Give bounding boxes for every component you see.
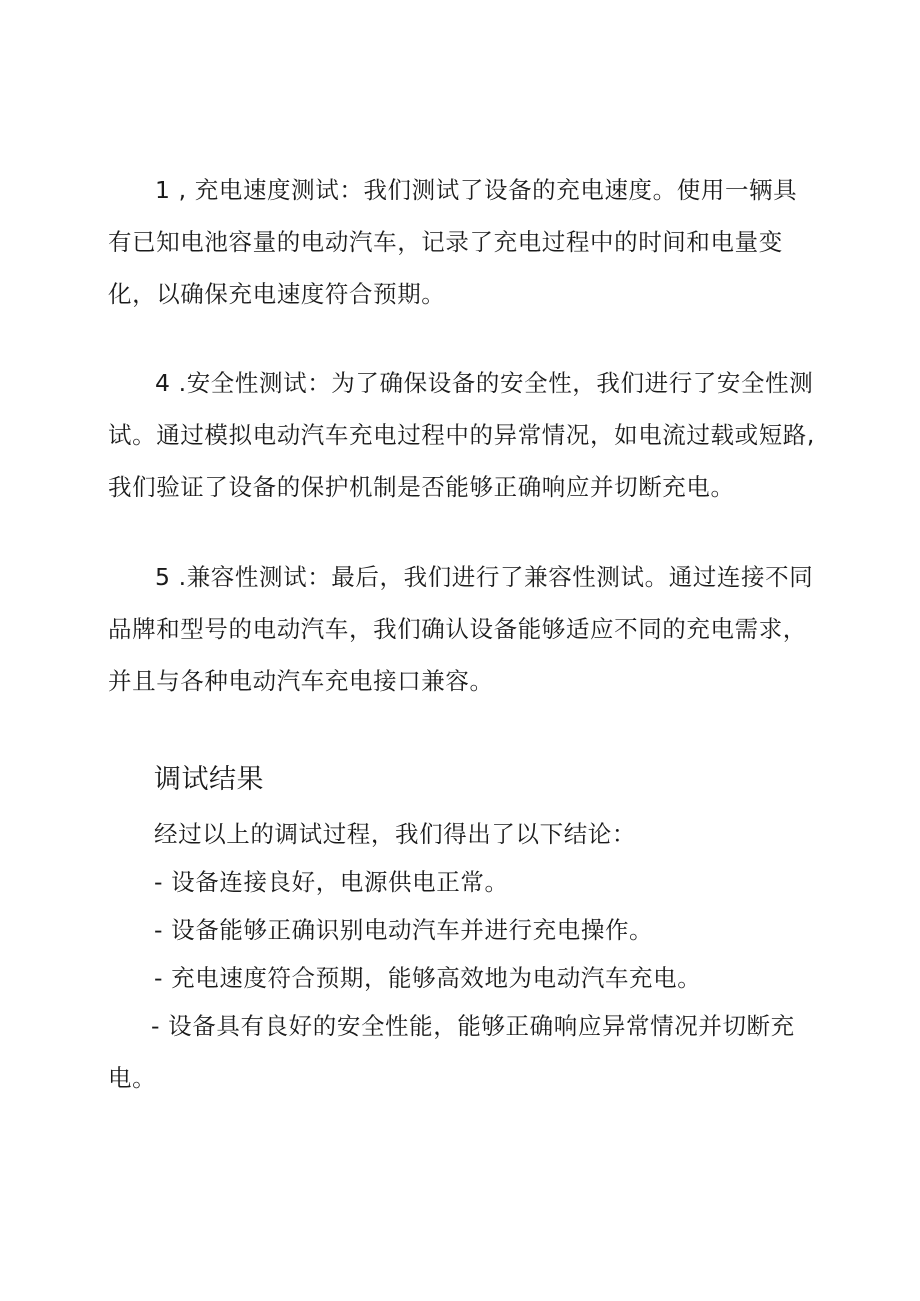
result-bullet: - 充电速度符合预期，能够高效地为电动汽车充电。 (154, 964, 702, 992)
section-heading-results: 调试结果 (154, 764, 264, 795)
result-bullet: - 设备具有良好的安全性能，能够正确响应异常情况并切断充电。 (108, 1012, 795, 1092)
result-bullet: - 设备连接良好，电源供电正常。 (154, 868, 509, 896)
result-bullet: - 设备能够正确识别电动汽车并进行充电操作。 (154, 916, 654, 944)
paragraph-charging-speed-test: 1 , 充电速度测试：我们测试了设备的充电速度。使用一辆具有已知电池容量的电动汽车，记录了充电过程中的时间和电量变化，以确保充电速度符合预期。 (108, 176, 798, 308)
paragraph-safety-test: 4 .安全性测试：为了确保设备的安全性，我们进行了安全性测试。通过模拟电动汽车充电过程中的异常情况，如电流过载或短路, 我们验证了设备的保护机制是否能够正确响应并切断充电。 (108, 369, 815, 501)
results-intro: 经过以上的调试过程，我们得出了以下结论： (154, 820, 636, 848)
paragraph-compatibility-test: 5 .兼容性测试：最后，我们进行了兼容性测试。通过连接不同品牌和型号的电动汽车，我们确认设备能够适应不同的充电需求，并且与各种电动汽车充电接口兼容。 (108, 563, 814, 695)
